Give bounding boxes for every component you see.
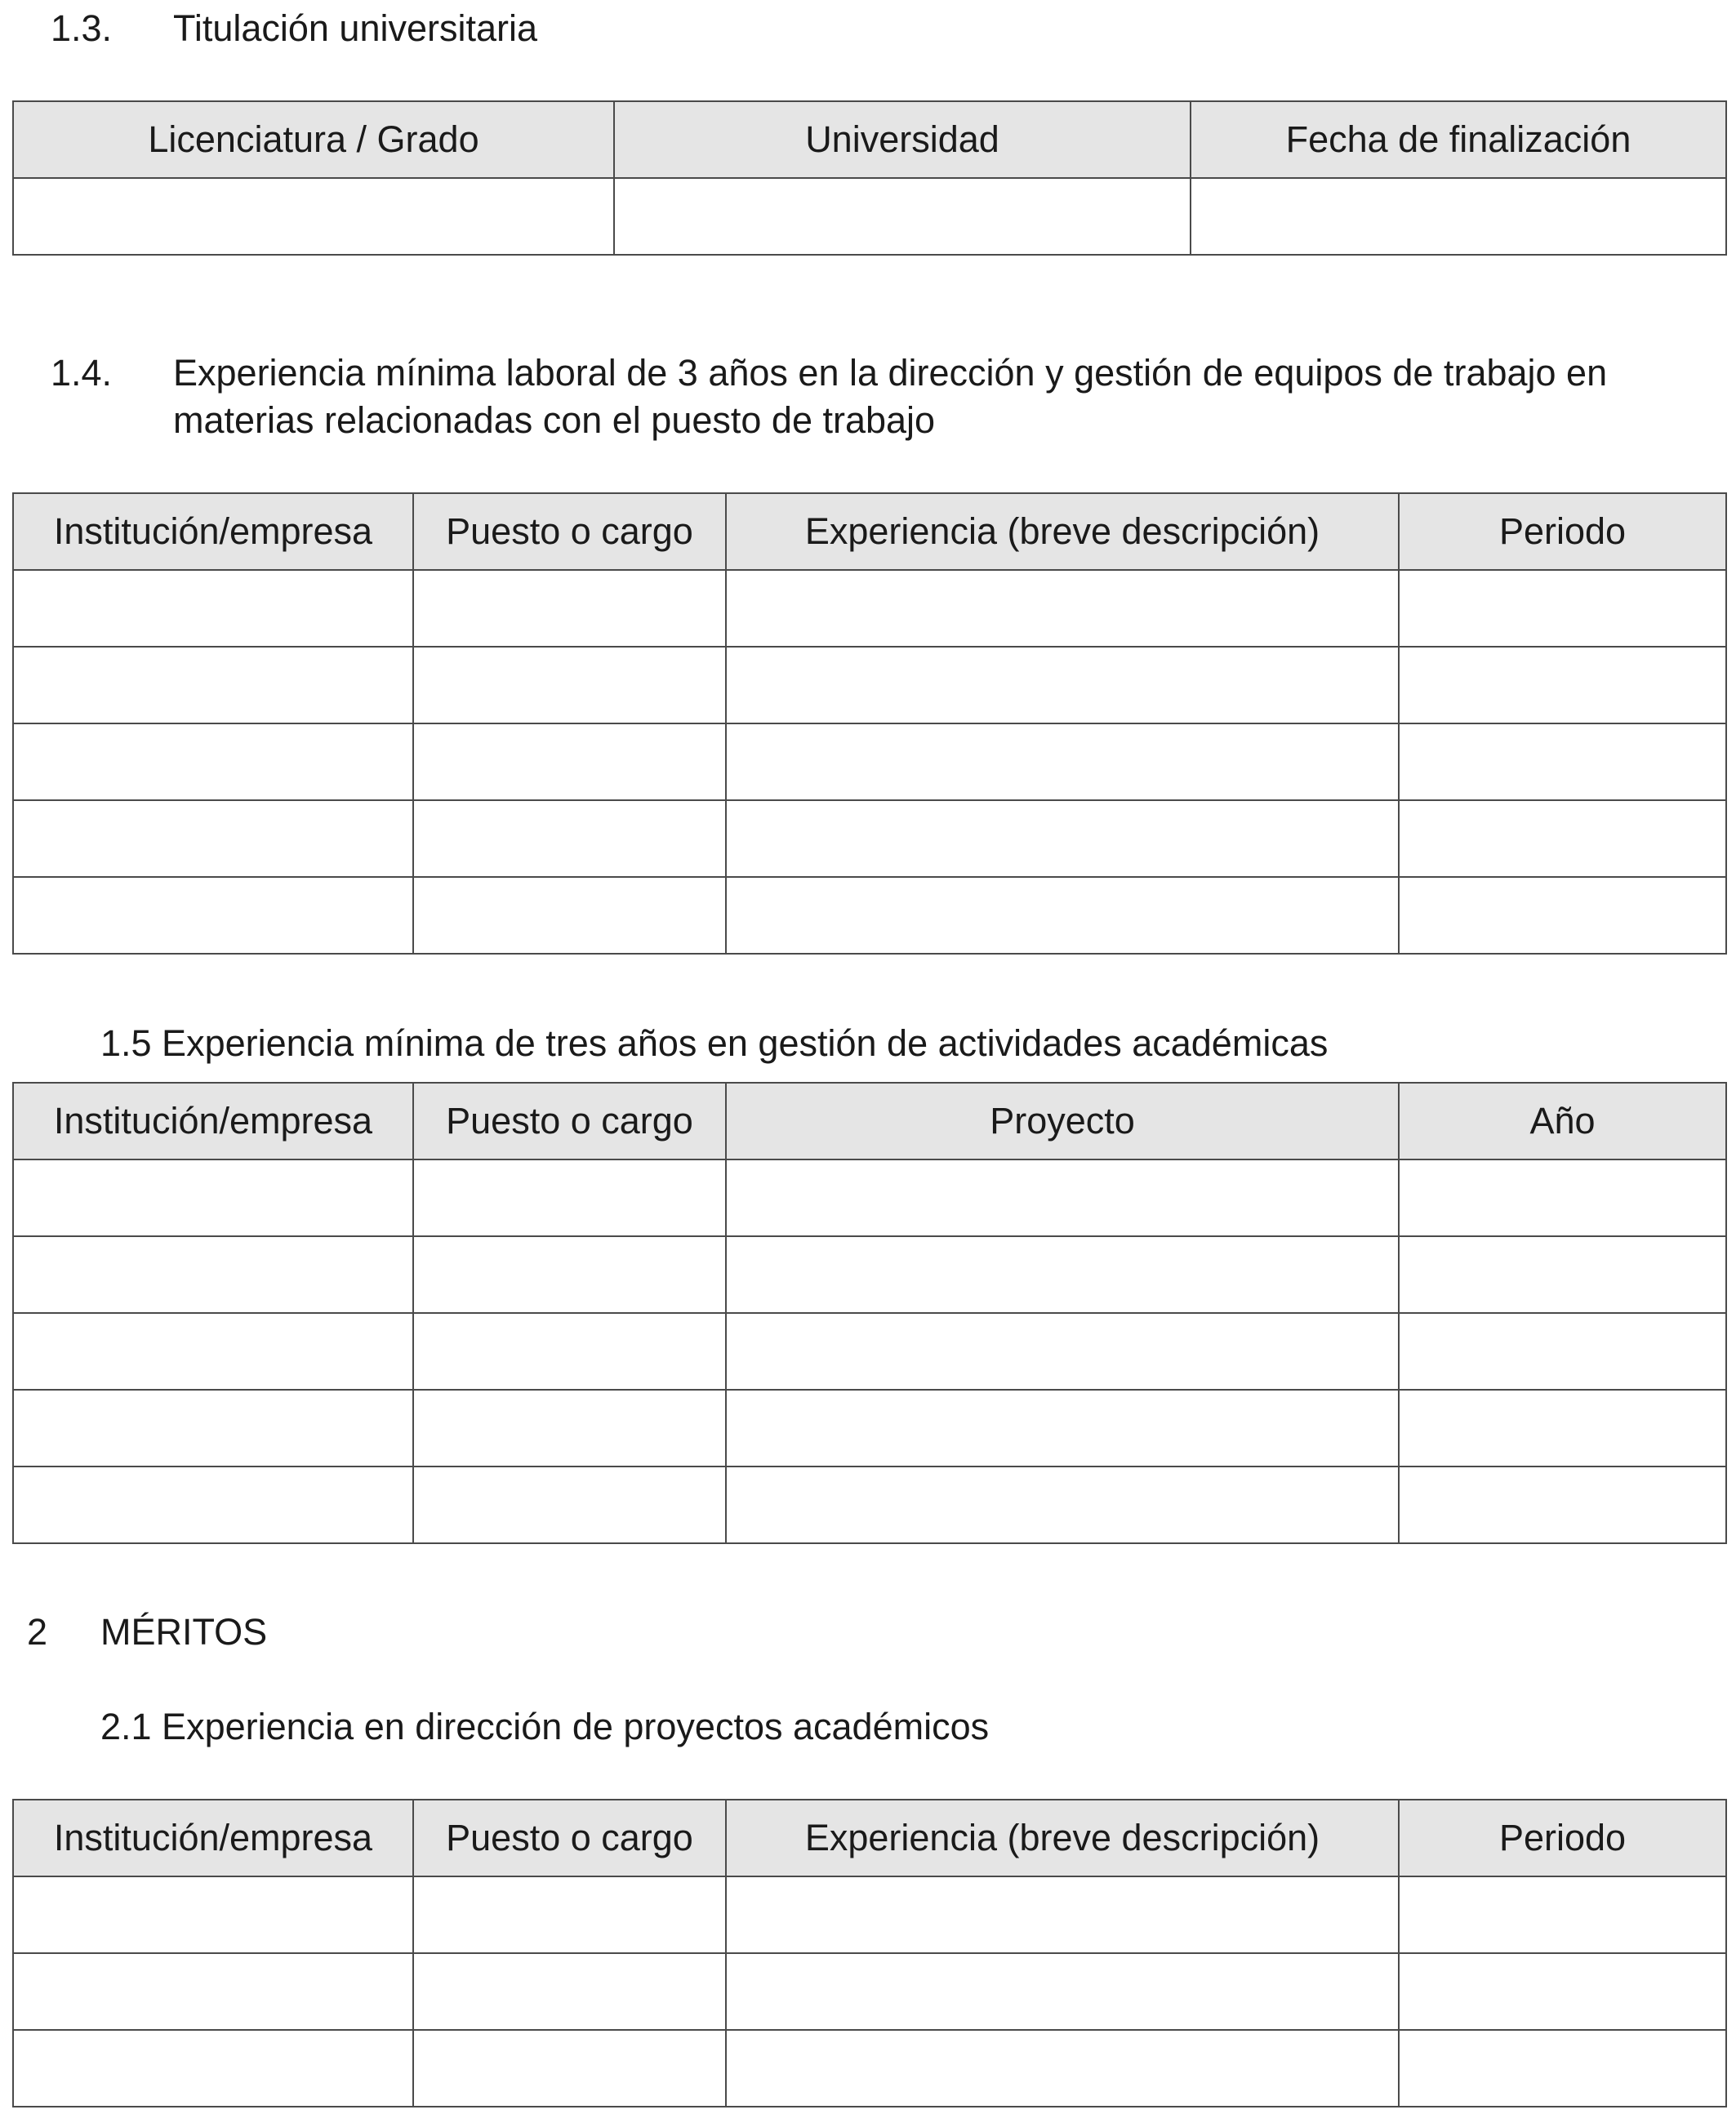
degree-table-header-row <box>13 101 1726 178</box>
table-cell[interactable] <box>13 2030 413 2107</box>
section-2-number: 2 <box>27 1611 48 1653</box>
table-cell[interactable] <box>1399 723 1726 800</box>
column-header: Universidad <box>614 101 1191 178</box>
management-experience-table-header-row <box>13 493 1726 570</box>
academic-projects-table-body <box>13 1876 1726 2107</box>
table-cell[interactable] <box>726 1236 1399 1313</box>
table-cell[interactable] <box>1399 800 1726 877</box>
table-row <box>13 1467 1726 1543</box>
table-cell[interactable] <box>1399 1876 1726 1953</box>
academic-activities-table <box>12 1082 1727 1544</box>
table-cell[interactable] <box>726 2030 1399 2107</box>
section-1-3-heading <box>51 5 1684 52</box>
table-cell[interactable] <box>413 1236 726 1313</box>
table-cell[interactable] <box>13 1159 413 1236</box>
table-row <box>13 1313 1726 1390</box>
column-header: Periodo <box>1399 493 1726 570</box>
table-cell[interactable] <box>13 1313 413 1390</box>
table-row <box>13 723 1726 800</box>
degree-table-body <box>13 178 1726 255</box>
table-row <box>13 647 1726 723</box>
table-cell[interactable] <box>413 1953 726 2030</box>
table-cell[interactable] <box>1399 1953 1726 2030</box>
academic-activities-table-body <box>13 1159 1726 1543</box>
table-cell[interactable] <box>726 1876 1399 1953</box>
table-cell[interactable] <box>1399 1313 1726 1390</box>
column-header: Proyecto <box>726 1083 1399 1159</box>
table-cell[interactable] <box>413 800 726 877</box>
table-cell[interactable] <box>1399 1159 1726 1236</box>
table-cell[interactable] <box>413 570 726 647</box>
academic-projects-table-header-row <box>13 1800 1726 1876</box>
column-header: Puesto o cargo <box>413 1083 726 1159</box>
table-row <box>13 1876 1726 1953</box>
column-header: Institución/empresa <box>13 1083 413 1159</box>
table-cell[interactable] <box>614 178 1191 255</box>
table-cell[interactable] <box>726 1467 1399 1543</box>
section-2-1-heading <box>100 1703 1652 1751</box>
table-cell[interactable] <box>413 877 726 954</box>
table-row <box>13 2030 1726 2107</box>
table-cell[interactable] <box>413 1876 726 1953</box>
table-cell[interactable] <box>413 1390 726 1467</box>
table-cell[interactable] <box>413 647 726 723</box>
section-1-3-number: 1.3. <box>51 7 113 49</box>
table-row <box>13 877 1726 954</box>
column-header: Puesto o cargo <box>413 1800 726 1876</box>
table-cell[interactable] <box>726 1313 1399 1390</box>
table-row <box>13 1953 1726 2030</box>
column-header: Licenciatura / Grado <box>13 101 614 178</box>
table-row <box>13 178 1726 255</box>
column-header: Institución/empresa <box>13 1800 413 1876</box>
column-header: Fecha de finalización <box>1191 101 1726 178</box>
table-cell[interactable] <box>13 877 413 954</box>
table-cell[interactable] <box>13 1390 413 1467</box>
table-cell[interactable] <box>726 1953 1399 2030</box>
table-row <box>13 1236 1726 1313</box>
column-header: Periodo <box>1399 1800 1726 1876</box>
academic-projects-table <box>12 1799 1727 2107</box>
table-cell[interactable] <box>13 1876 413 1953</box>
section-2-title: MÉRITOS <box>100 1611 268 1653</box>
table-cell[interactable] <box>1399 2030 1726 2107</box>
table-cell[interactable] <box>13 1467 413 1543</box>
table-cell[interactable] <box>1399 877 1726 954</box>
table-cell[interactable] <box>1399 570 1726 647</box>
table-cell[interactable] <box>413 2030 726 2107</box>
table-cell[interactable] <box>13 570 413 647</box>
section-1-5-heading <box>100 1020 1652 1067</box>
table-row <box>13 1159 1726 1236</box>
section-2-1-title: 2.1 Experiencia en dirección de proyectos académicos <box>100 1706 990 1747</box>
table-cell[interactable] <box>13 1953 413 2030</box>
management-experience-table <box>12 492 1727 955</box>
table-cell[interactable] <box>1399 647 1726 723</box>
table-cell[interactable] <box>1399 1236 1726 1313</box>
table-cell[interactable] <box>726 723 1399 800</box>
table-cell[interactable] <box>1399 1390 1726 1467</box>
section-1-4-heading <box>51 349 1708 447</box>
column-header: Puesto o cargo <box>413 493 726 570</box>
table-cell[interactable] <box>726 1390 1399 1467</box>
table-cell[interactable] <box>1399 1467 1726 1543</box>
table-cell[interactable] <box>13 178 614 255</box>
table-row <box>13 800 1726 877</box>
column-header: Institución/empresa <box>13 493 413 570</box>
table-cell[interactable] <box>413 1159 726 1236</box>
table-cell[interactable] <box>726 1159 1399 1236</box>
table-cell[interactable] <box>726 647 1399 723</box>
table-row <box>13 1390 1726 1467</box>
section-1-4-number: 1.4. <box>51 352 113 394</box>
academic-activities-table-header-row <box>13 1083 1726 1159</box>
section-1-4-title: Experiencia mínima laboral de 3 años en la dirección y gestión de equipos de trabajo en materias relacionadas con el puesto de trabajo <box>173 352 1608 441</box>
column-header: Experiencia (breve descripción) <box>726 1800 1399 1876</box>
table-cell[interactable] <box>726 877 1399 954</box>
table-cell[interactable] <box>413 1467 726 1543</box>
section-1-5-title: 1.5 Experiencia mínima de tres años en gestión de actividades académicas <box>100 1022 1329 1064</box>
management-experience-table-body <box>13 570 1726 954</box>
table-cell[interactable] <box>726 800 1399 877</box>
degree-table <box>12 100 1727 256</box>
table-cell[interactable] <box>13 1236 413 1313</box>
column-header: Año <box>1399 1083 1726 1159</box>
table-row <box>13 570 1726 647</box>
column-header: Experiencia (breve descripción) <box>726 493 1399 570</box>
section-2-heading <box>27 1609 844 1656</box>
section-1-3-title: Titulación universitaria <box>173 7 538 49</box>
table-cell[interactable] <box>1191 178 1726 255</box>
table-cell[interactable] <box>13 800 413 877</box>
table-cell[interactable] <box>13 723 413 800</box>
table-cell[interactable] <box>726 570 1399 647</box>
table-cell[interactable] <box>413 1313 726 1390</box>
table-cell[interactable] <box>13 647 413 723</box>
table-cell[interactable] <box>413 723 726 800</box>
